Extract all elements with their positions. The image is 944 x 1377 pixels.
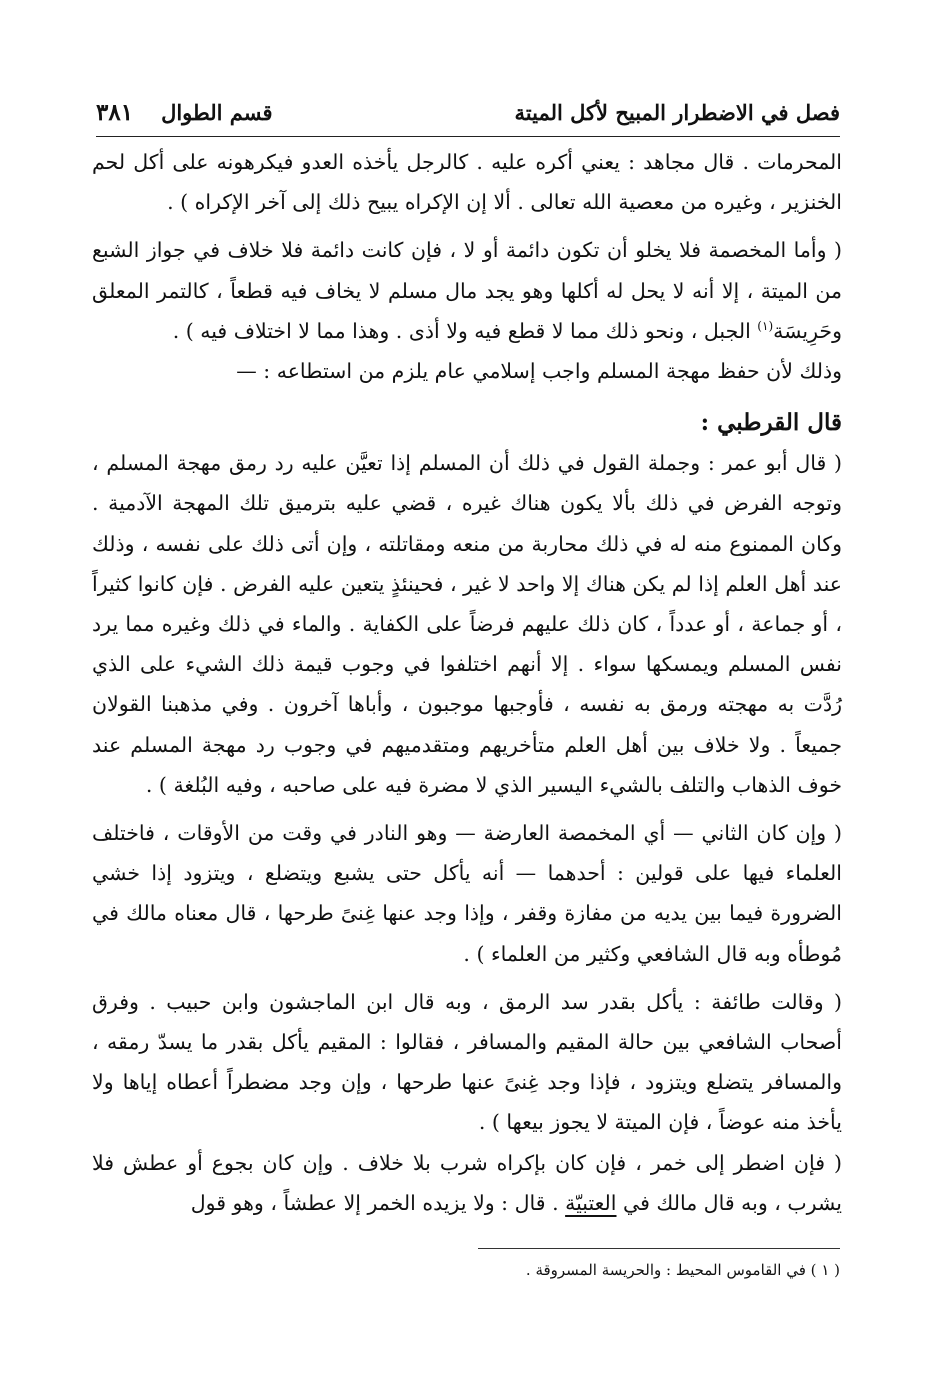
header-title: فصل في الاضطرار المبيح لأكل الميتة bbox=[514, 99, 840, 125]
footnote-reference: (١) bbox=[757, 318, 774, 333]
paragraph-3: وذلك لأن حفظ مهجة المسلم واجب إسلامي عام يلزم من استطاعه : — bbox=[236, 359, 842, 384]
section-heading: قال القرطبي : bbox=[700, 409, 842, 437]
paragraph-2 bbox=[92, 230, 842, 351]
footnote: ( ١ ) في القاموس المحيط : والحريسة المسروقة . bbox=[525, 1261, 840, 1279]
paragraph-6: ( وقالت طائفة : يأكل بقدر سد الرمق ، وبه قال ابن الماجشون وابن حبيب . وفرق أصحاب الشافعي بين حالة المقيم والمسافر ، فقالوا : المقيم يأكل بقدر ما يسدّ رمقه ، والمسافر يتضلع ويتزود ، فإذا وجد غِنىً عنها طرحها ، وإن وجد مضطراً أعطاه إياها ولا يأخذ منه عوضاً ، فإن الميتة لا يجوز بيعها ) . bbox=[92, 989, 842, 1135]
header-divider bbox=[96, 136, 840, 137]
underlined-term: العتبيّة bbox=[565, 1190, 617, 1215]
paragraph-7-part-1: ( فإن اضطر إلى خمر ، فإن كان بإكراه شرب بلا خلاف . وإن كان بجوع أو عطش فلا يشرب ، وبه قال مالك في bbox=[92, 1150, 842, 1215]
main-text bbox=[92, 142, 842, 1223]
header-meta bbox=[96, 99, 273, 126]
running-header bbox=[96, 92, 840, 132]
page-number: ٣٨١ bbox=[96, 98, 134, 126]
header-section: قسم الطوال bbox=[161, 99, 273, 125]
paragraph-7 bbox=[92, 1143, 842, 1223]
paragraph-7-part-2: . قال : ولا يزيده الخمر إلا عطشاً ، وهو قول bbox=[190, 1190, 566, 1215]
paragraph-2-part-2: الجبل ، ونحو ذلك مما لا قطع فيه ولا أذى . وهذا مما لا اختلاف فيه ) . bbox=[172, 318, 758, 343]
paragraph-5: ( وإن كان الثاني — أي المخمصة العارضة — وهو النادر في وقت من الأوقات ، فاختلف العلماء فيها على قولين : أحدهما — أنه يأكل حتى يشبع ويتضلع ، ويتزود إذا خشي الضرورة فيما بين يديه من مفازة وقفر ، وإذا وجد عنها غِنىً طرحها ، قال معناه مالك في مُوطأه وبه قال الشافعي وكثير من العلماء ) . bbox=[92, 821, 842, 966]
paragraph-4: ( قال أبو عمر : وجملة القول في ذلك أن المسلم إذا تعيَّن عليه رد رمق مهجة المسلم ، وتوجه الفرض في ذلك بألا يكون هناك غيره ، قضي عليه بترميق تلك المهجة الآدمية . وكان الممنوع منه له في ذلك محاربة من منعه ومقاتلته ، وإن أتى ذلك على نفسه ، وذلك عند أهل العلم إذا لم يكن هناك إلا واحد لا غير ، فحينئذٍ يتعين عليه الفرض . فإن كانوا كثيراً ، أو جماعة ، أو عدداً ، كان ذلك عليهم فرضاً على الكفاية . والماء في ذلك وغيره مما يرد نفس المسلم ويمسكها سواء . إلا أنهم اختلفوا في وجوب قيمة ذلك الشيء على الذي رُدَّت به مهجته ورمق به نفسه ، فأوجبها موجبون ، وأباها آخرون . وفي مذهبنا القولان جميعاً . ولا خلاف بين أهل العلم متأخريهم ومتقدميهم في وجوب رد مهجة المسلم عند خوف الذهاب والتلف بالشيء اليسير الذي لا مضرة فيه على صاحبه ، وفيه البُلغة ) . bbox=[92, 451, 842, 797]
footnote-divider bbox=[478, 1248, 840, 1249]
paragraph-2-part-1: ( وأما المخصمة فلا يخلو أن تكون دائمة أو لا ، فإن كانت دائمة فلا خلاف في جواز الشبع من الميتة ، إلا أنه لا يحل له أكلها وهو يجد مال مسلم لا يخاف فيه قطعاً ، كالتمر المعلق وحَرِيسَة bbox=[92, 238, 842, 343]
paragraph-1: المحرمات . قال مجاهد : يعني أكره عليه . كالرجل يأخذه العدو فيكرهونه على أكل لحم الخنزير ، وغيره من معصية الله تعالى . ألا إن الإكراه يبيح ذلك إلى آخر الإكراه ) . bbox=[92, 150, 842, 215]
